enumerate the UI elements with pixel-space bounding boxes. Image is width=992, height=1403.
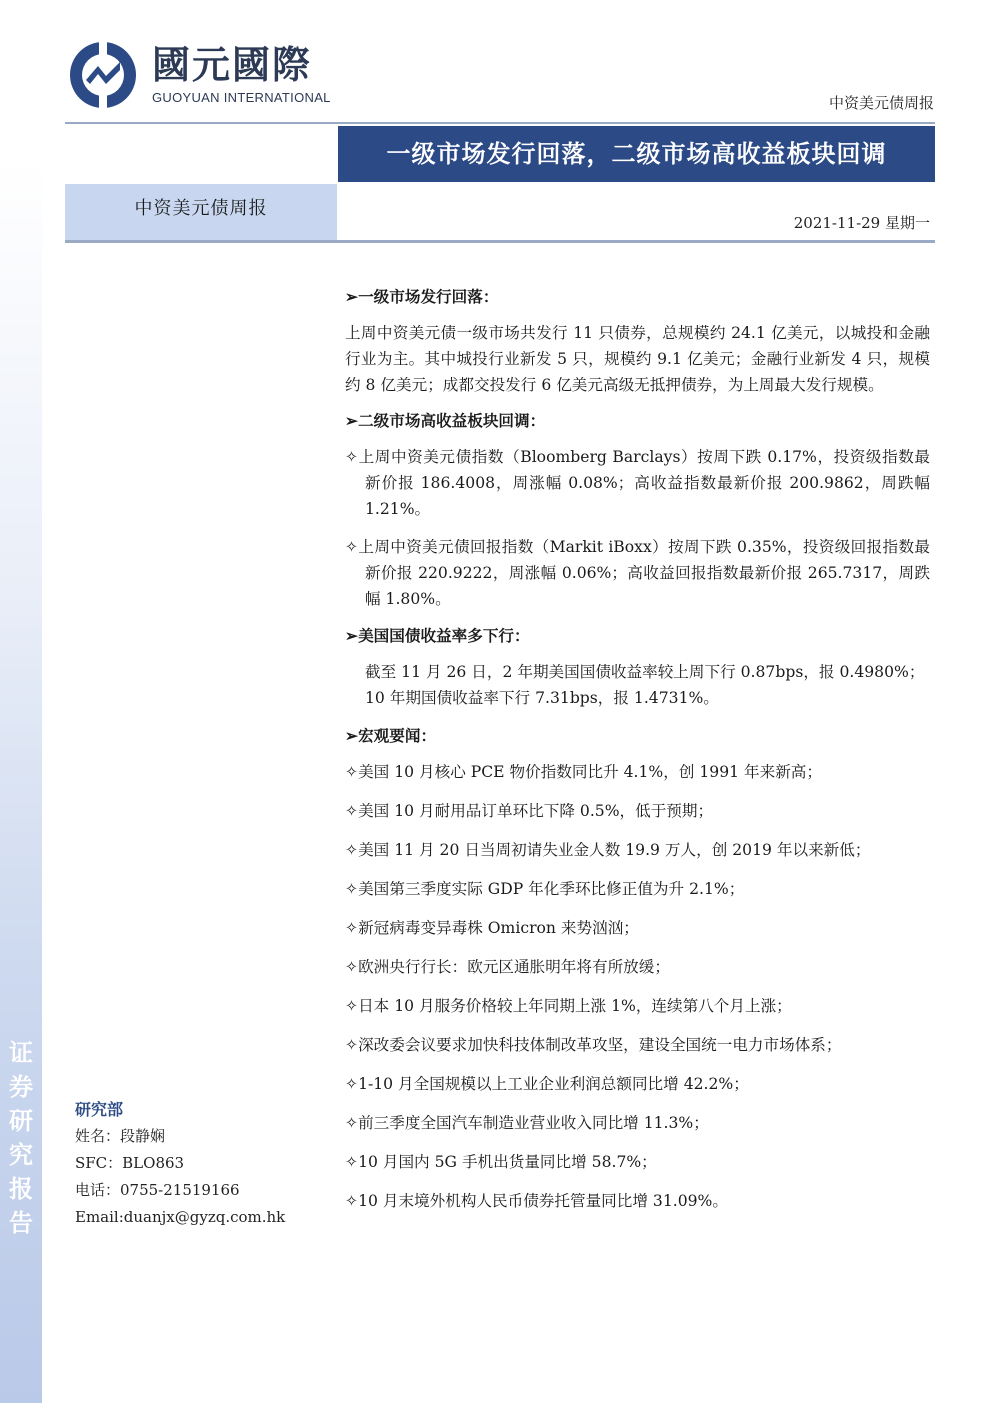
bullet-item: ✧上周中资美元债指数（Bloomberg Barclays）按周下跌 0.17%，投资级指数最新价报 186.4008，周涨幅 0.08%；高收益指数最新价报 200.9862，周跌幅 1.21%。 [345,448,930,518]
section-paragraph: 上周中资美元债一级市场共发行 11 只债券，总规模约 24.1 亿美元，以城投和金融行业为主。其中城投行业新发 5 只，规模约 9.1 亿美元；金融行业新发 4 只，规模约 8 亿美元；成都交投发行 6 亿美元高级无抵押债券，为上周最大发行规模。 [345,324,930,394]
news-item: ✧美国 10 月耐用品订单环比下降 0.5%，低于预期； [345,802,714,820]
brand-name-cn: 國元國際 [152,43,313,87]
brand-name-en: GUOYUAN INTERNATIONAL [152,90,331,105]
news-item: ✧欧洲央行行长：欧元区通胀明年将有所放缓； [345,958,670,976]
news-item: ✧美国 11 月 20 日当周初请失业金人数 19.9 万人，创 2019 年以来新低； [345,841,871,859]
report-type-label: 中资美元债周报 [828,94,934,112]
news-item: ✧10 月国内 5G 手机出货量同比增 58.7%； [345,1153,657,1171]
vertical-char: 究 [9,1140,33,1169]
report-subtitle: 中资美元债周报 [65,184,337,240]
analyst-name: 姓名：段静娴 [75,1127,166,1145]
news-item: ✧深改委会议要求加快科技体制改革攻坚，建设全国统一电力市场体系； [345,1036,842,1054]
news-item: ✧美国 10 月核心 PCE 物价指数同比升 4.1%，创 1991 年来新高； [345,763,822,781]
news-item: ✧前三季度全国汽车制造业营业收入同比增 11.3%； [345,1114,709,1132]
section-heading: ➢宏观要闻： [345,726,437,745]
vertical-char: 研 [9,1106,33,1135]
vertical-char: 证 [9,1038,33,1067]
report-title: 一级市场发行回落，二级市场高收益板块回调 [338,126,935,182]
news-item: ✧美国第三季度实际 GDP 年化季环比修正值为升 2.1%； [345,880,745,898]
header-rule [65,122,935,124]
analyst-email[interactable]: Email:duanjx@gyzq.com.hk [75,1208,286,1226]
bullet-item: ✧上周中资美元债回报指数（Markit iBoxx）按周下跌 0.35%，投资级回报指数最新价报 220.9222，周涨幅 0.06%；高收益回报指数最新价报 265.7317，周跌幅 1.80%。 [345,538,930,608]
department: 研究部 [75,1100,124,1119]
vertical-char: 告 [9,1208,33,1237]
vertical-label [6,1036,36,1240]
title-rule [65,240,935,243]
report-body [345,285,930,1227]
vertical-char: 报 [9,1174,33,1203]
analyst-info [75,1096,325,1231]
section-paragraph: 截至 11 月 26 日，2 年期美国国债收益率较上周下行 0.87bps，报 0.4980%；10 年期国债收益率下行 7.31bps，报 1.4731%。 [365,663,925,707]
guoyuan-logo-icon [68,40,138,110]
news-item: ✧1-10 月全国规模以上工业企业利润总额同比增 42.2%； [345,1075,749,1093]
section-heading: ➢一级市场发行回落： [345,287,499,306]
analyst-sfc: SFC：BLO863 [75,1154,185,1172]
news-item: ✧日本 10 月服务价格较上年同期上涨 1%，连续第八个月上涨； [345,997,792,1015]
news-item: ✧新冠病毒变异毒株 Omicron 来势汹汹； [345,919,639,937]
vertical-char: 券 [9,1072,33,1101]
report-date: 2021-11-29 星期一 [793,214,930,232]
section-heading: ➢二级市场高收益板块回调： [345,411,546,430]
section-heading: ➢美国国债收益率多下行： [345,626,530,645]
news-item: ✧10 月末境外机构人民币债券托管量同比增 31.09%。 [345,1192,728,1210]
analyst-phone: 电话：0755-21519166 [75,1181,240,1199]
